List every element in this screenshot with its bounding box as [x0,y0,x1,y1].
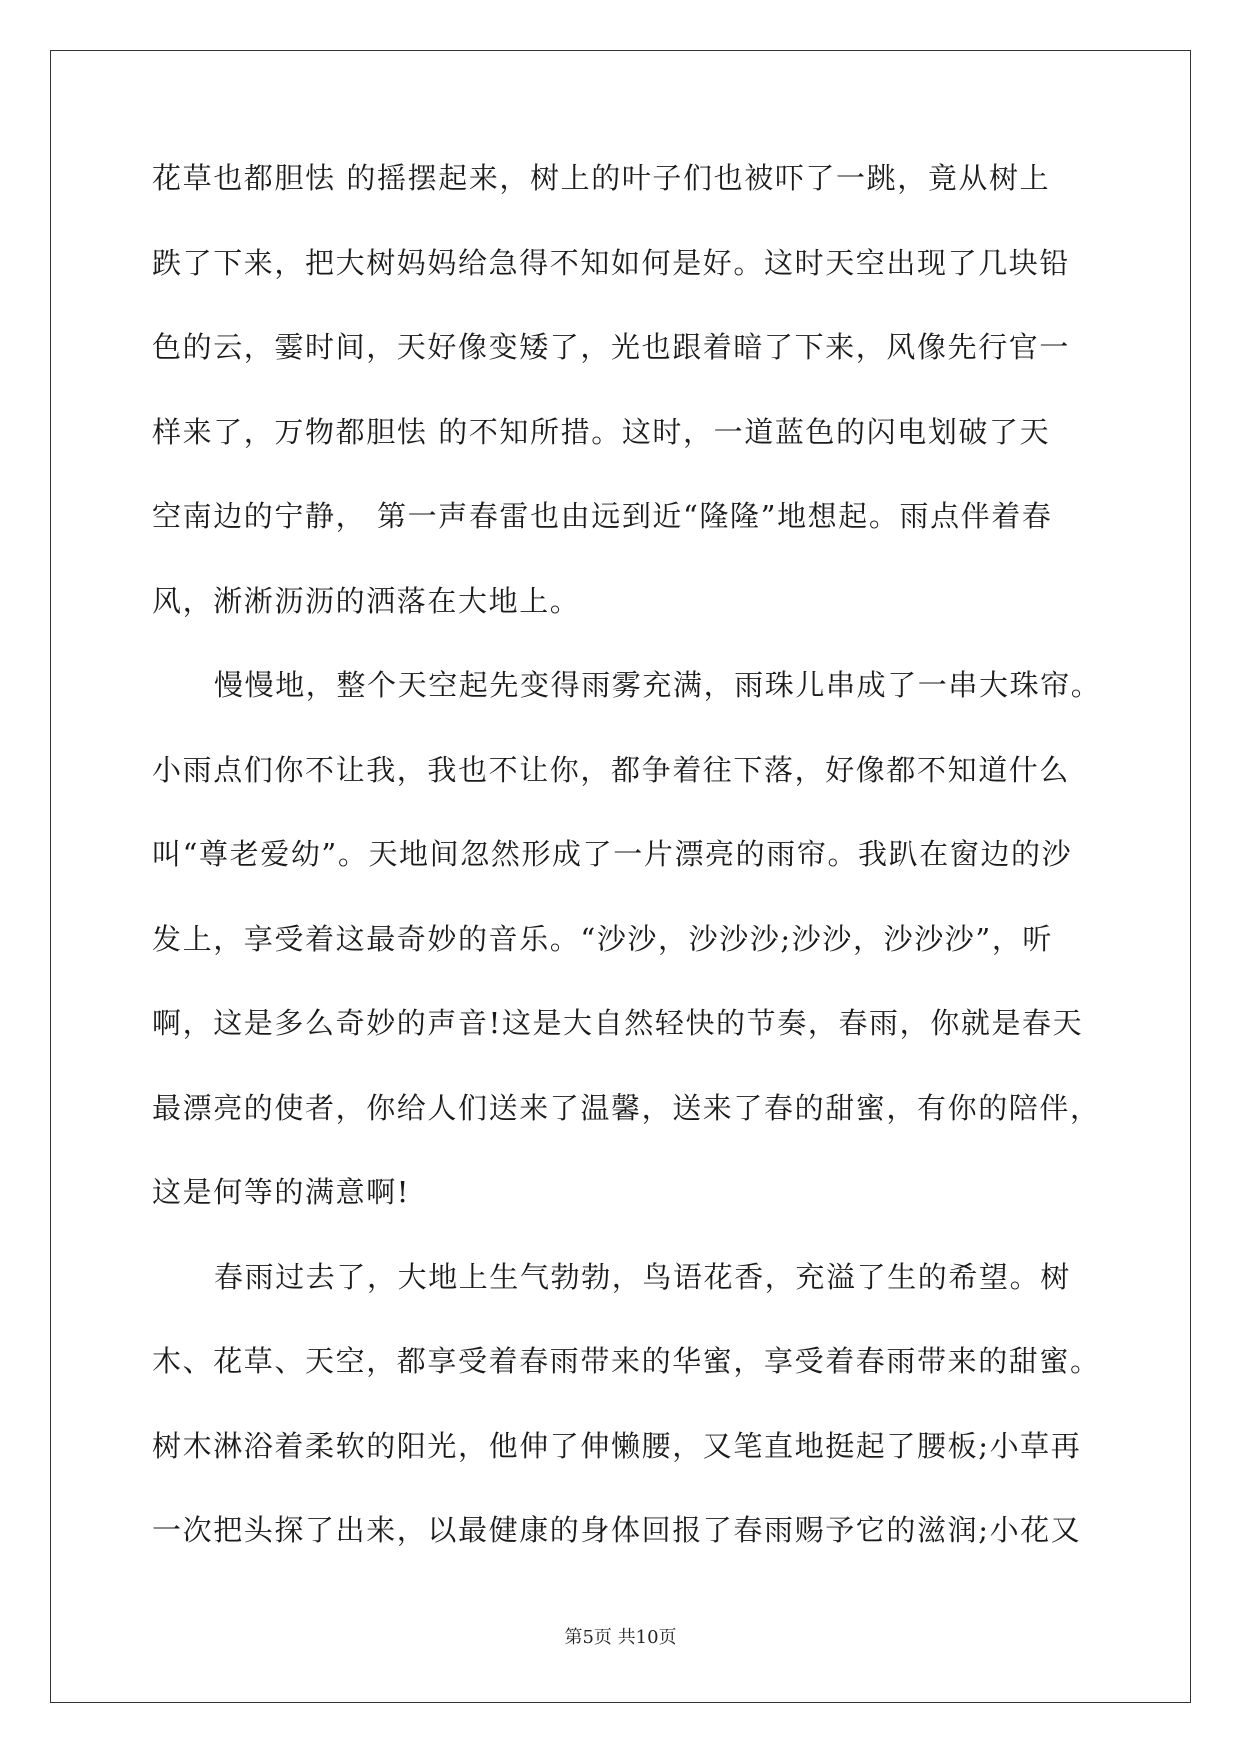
paragraph-start-line: 春雨过去了，大地上生气勃勃，鸟语花香，充溢了生的希望。树 [214,1259,1071,1294]
text-line: 花草也都胆怯 的摇摆起来，树上的叶子们也被吓了一跳，竟从树上 [152,161,1051,195]
page-number-footer: 第5页 共10页 [564,1627,677,1648]
text-line: 最漂亮的使者，你给人们送来了温馨，送来了春的甜蜜，有你的陪伴， [152,1090,1101,1125]
text-line: 样来了，万物都胆怯 的不知所措。这时，一道蓝色的闪电划破了天 [152,414,1051,449]
text-line: 木、花草、天空，都享受着春雨带来的华蜜，享受着春雨带来的甜蜜。 [152,1344,1101,1378]
text-line: 树木淋浴着柔软的阳光，他伸了伸懒腰，又笔直地挺起了腰板;小草再 [152,1428,1082,1463]
document-body [152,158,1102,1595]
text-line: 啊，这是多么奇妙的声音!这是大自然轻快的节奏，春雨，你就是春天 [152,1006,1084,1040]
text-line: 色的云，霎时间，天好像变矮了，光也跟着暗了下来，风像先行官一 [152,330,1071,364]
text-line: 发上，享受着这最奇妙的音乐。“沙沙，沙沙沙;沙沙，沙沙沙”，听 [152,921,1054,956]
text-line: 一次把头探了出来，以最健康的身体回报了春雨赐予它的滋润;小花又 [152,1513,1082,1547]
text-line: 空南边的宁静， 第一声春雷也由远到近“隆隆”地想起。雨点伴着春 [152,499,1053,533]
text-line: 这是何等的满意啊! [152,1175,411,1209]
text-line: 风，淅淅沥沥的洒落在大地上。 [152,583,581,618]
text-line: 小雨点们你不让我，我也不让你，都争着往下落，好像都不知道什么 [152,752,1071,787]
paragraph-start-line: 慢慢地，整个天空起先变得雨雾充满，雨珠儿串成了一串大珠帘。 [214,668,1102,702]
text-line: 跌了下来，把大树妈妈给急得不知如何是好。这时天空出现了几块铅 [152,245,1071,280]
text-line: 叫“尊老爱幼”。天地间忽然形成了一片漂亮的雨帘。我趴在窗边的沙 [152,837,1073,871]
